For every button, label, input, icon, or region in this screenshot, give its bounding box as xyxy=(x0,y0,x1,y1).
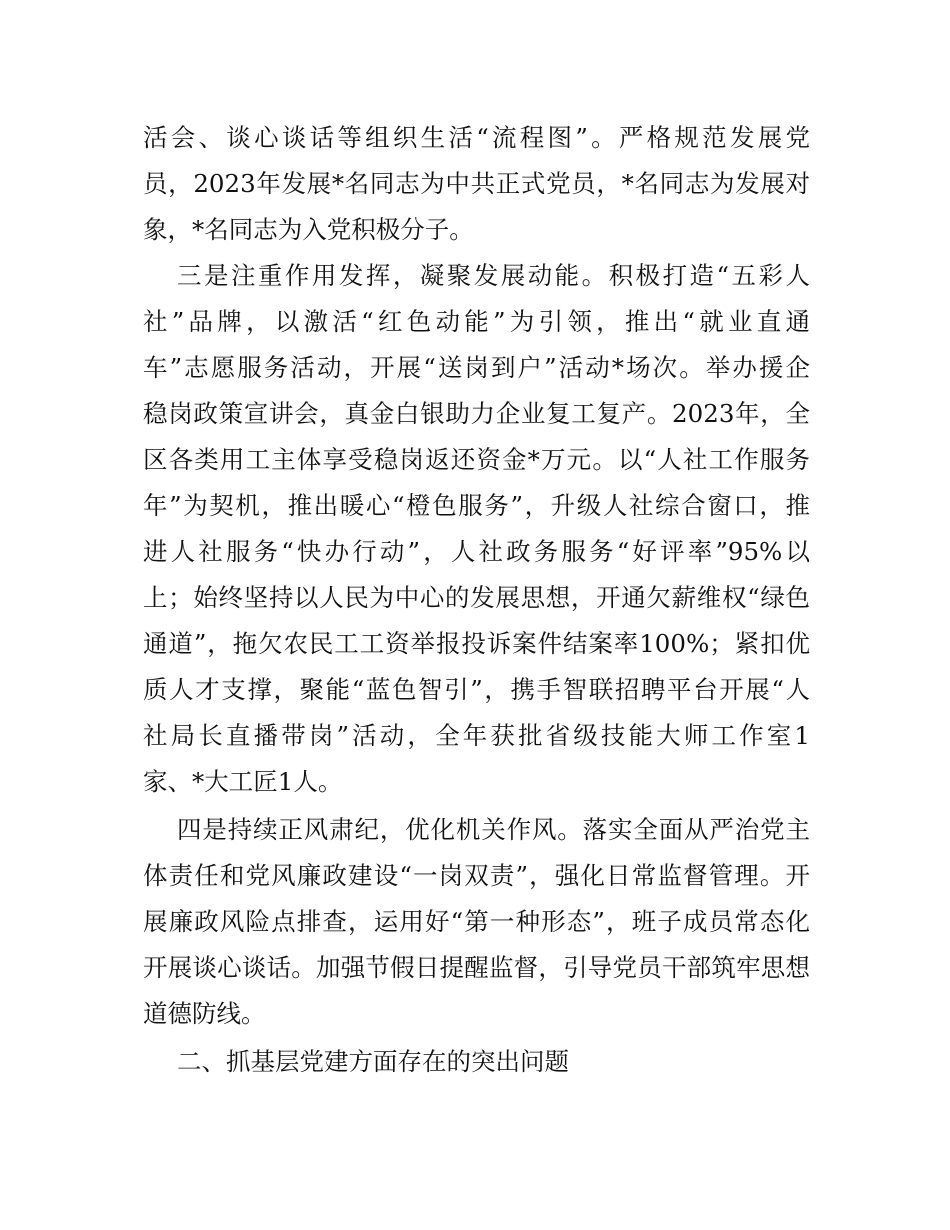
paragraph-3-line-1: 四是持续正风肃纪，优化机关作风。落实全面从严治党主 xyxy=(177,815,810,844)
paragraph-2-line-10: 质人才支撑，聚能“蓝色智引”，携手智联招聘平台开展“人 xyxy=(143,675,810,704)
paragraph-2-line-12: 家、*大工匠1人。 xyxy=(143,767,343,796)
section-heading: 二、抓基层党建方面存在的突出问题 xyxy=(177,1047,569,1076)
paragraph-3-line-4: 开展谈心谈话。加强节假日提醒监督，引导党员干部筑牢思想 xyxy=(143,953,810,982)
paragraph-2-line-3: 车”志愿服务活动，开展“送岗到户”活动*场次。举办援企 xyxy=(143,353,810,382)
paragraph-2-line-9: 通道”，拖欠农民工工资举报投诉案件结案率100%；紧扣优 xyxy=(143,629,810,658)
paragraph-2-line-1: 三是注重作用发挥，凝聚发展动能。积极打造“五彩人 xyxy=(177,261,810,290)
paragraph-2-line-5: 区各类用工主体享受稳岗返还资金*万元。以“人社工作服务 xyxy=(143,445,810,474)
paragraph-2-line-2: 社”品牌，以激活“红色动能”为引领，推出“就业直通 xyxy=(143,307,810,336)
paragraph-2-line-11: 社局长直播带岗”活动，全年获批省级技能大师工作室1 xyxy=(143,721,810,750)
paragraph-1-line-2: 员，2023年发展*名同志为中共正式党员，*名同志为发展对 xyxy=(143,169,810,198)
paragraph-1-line-3: 象，*名同志为入党积极分子。 xyxy=(143,215,474,244)
paragraph-2-line-7: 进人社服务“快办行动”，人社政务服务“好评率”95%以 xyxy=(143,537,810,566)
paragraph-2-line-6: 年”为契机，推出暖心“橙色服务”，升级人社综合窗口，推 xyxy=(143,491,810,520)
paragraph-3-line-2: 体责任和党风廉政建设“一岗双责”，强化日常监督管理。开 xyxy=(143,861,810,890)
paragraph-1-line-1: 活会、谈心谈话等组织生活“流程图”。严格规范发展党 xyxy=(143,123,810,152)
paragraph-3-line-3: 展廉政风险点排查，运用好“第一种形态”，班子成员常态化 xyxy=(143,907,810,936)
paragraph-3-line-5: 道德防线。 xyxy=(143,999,266,1028)
paragraph-2-line-8: 上；始终坚持以人民为中心的发展思想，开通欠薪维权“绿色 xyxy=(143,583,810,612)
paragraph-2-line-4: 稳岗政策宣讲会，真金白银助力企业复工复产。2023年，全 xyxy=(143,399,810,428)
